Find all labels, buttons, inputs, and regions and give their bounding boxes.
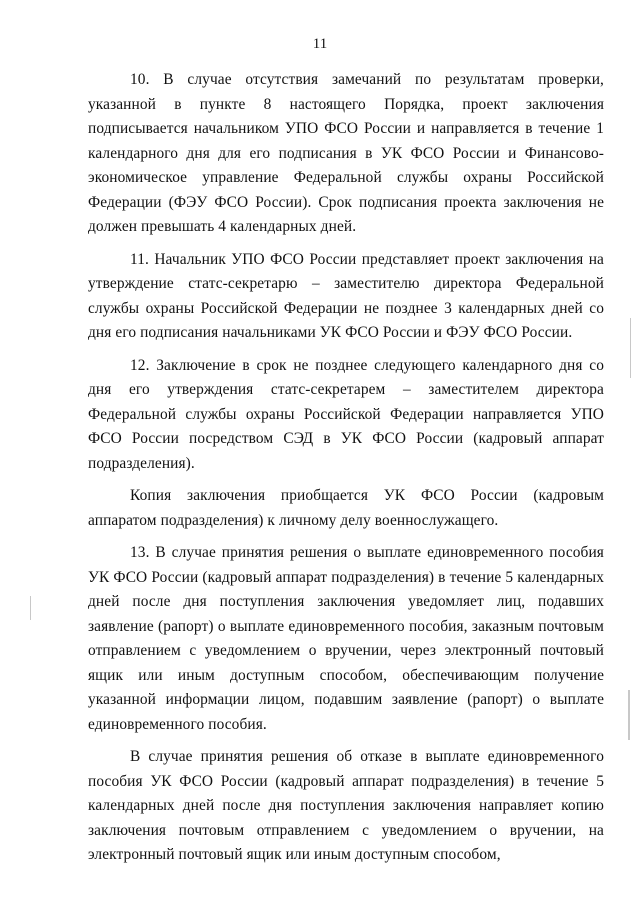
paragraph-11: 11. Начальник УПО ФСО России представляет проект заключения на утверждение статс-секретарю – заместителю директора Федеральной службы охраны Российской Федерации не позднее 3 календарных дней со дня его подписания начальниками УК ФСО России и ФЭУ ФСО России. — [88, 250, 604, 341]
paragraph-12-copy: Копия заключения приобщается УК ФСО России (кадровым аппаратом подразделения) к личному делу военнослужащего. — [88, 487, 604, 529]
paragraph-10: 10. В случае отсутствия замечаний по результатам проверки, указанной в пункте 8 настоящего Порядка, проект заключения подписывается начальником УПО ФСО России и направляется в течение 1 календарного дня для его подписания в УК ФСО России и Финансово-экономическое управление Федеральной службы охраны Российской Федерации (ФЭУ ФСО России). Срок подписания проекта заключения не должен превышать 4 календарных дней. — [88, 71, 604, 235]
page-number: 11 — [312, 36, 328, 52]
scan-mark-right-2 — [628, 690, 630, 740]
paragraph-13-refusal: В случае принятия решения об отказе в выплате единовременного пособия УК ФСО России (кадровый аппарат подразделения) в течение 5 календарных дней после дня поступления заключения направляет копию заключения почтовым отправлением с уведомлением о вручении, на электронный почтовый ящик или иным доступным способом, — [88, 748, 604, 863]
paragraph-12: 12. Заключение в срок не позднее следующего календарного дня со дня его утверждения статс-секретарем – заместителем директора Федеральной службы охраны Российской Федерации направляется УПО ФСО России посредством СЭД в УК ФСО России (кадровый аппарат подразделения). — [88, 356, 604, 472]
paragraph-13: 13. В случае принятия решения о выплате единовременного пособия УК ФСО России (кадровый аппарат подразделения) в течение 5 календарных дней после дня поступления заключения уведомляет лиц, подавших заявление (рапорт) о выплате единовременного пособия, заказным почтовым отправлением с уведомлением о вручении, через электронный почтовый ящик или иным доступным способом, обеспечивающим получение указанной информации лицом, подавшим заявление (рапорт) о выплате единовременного пособия. — [88, 544, 604, 733]
scan-mark-left — [30, 596, 31, 620]
document-body — [88, 68, 604, 876]
scan-mark-right-1 — [630, 318, 631, 378]
